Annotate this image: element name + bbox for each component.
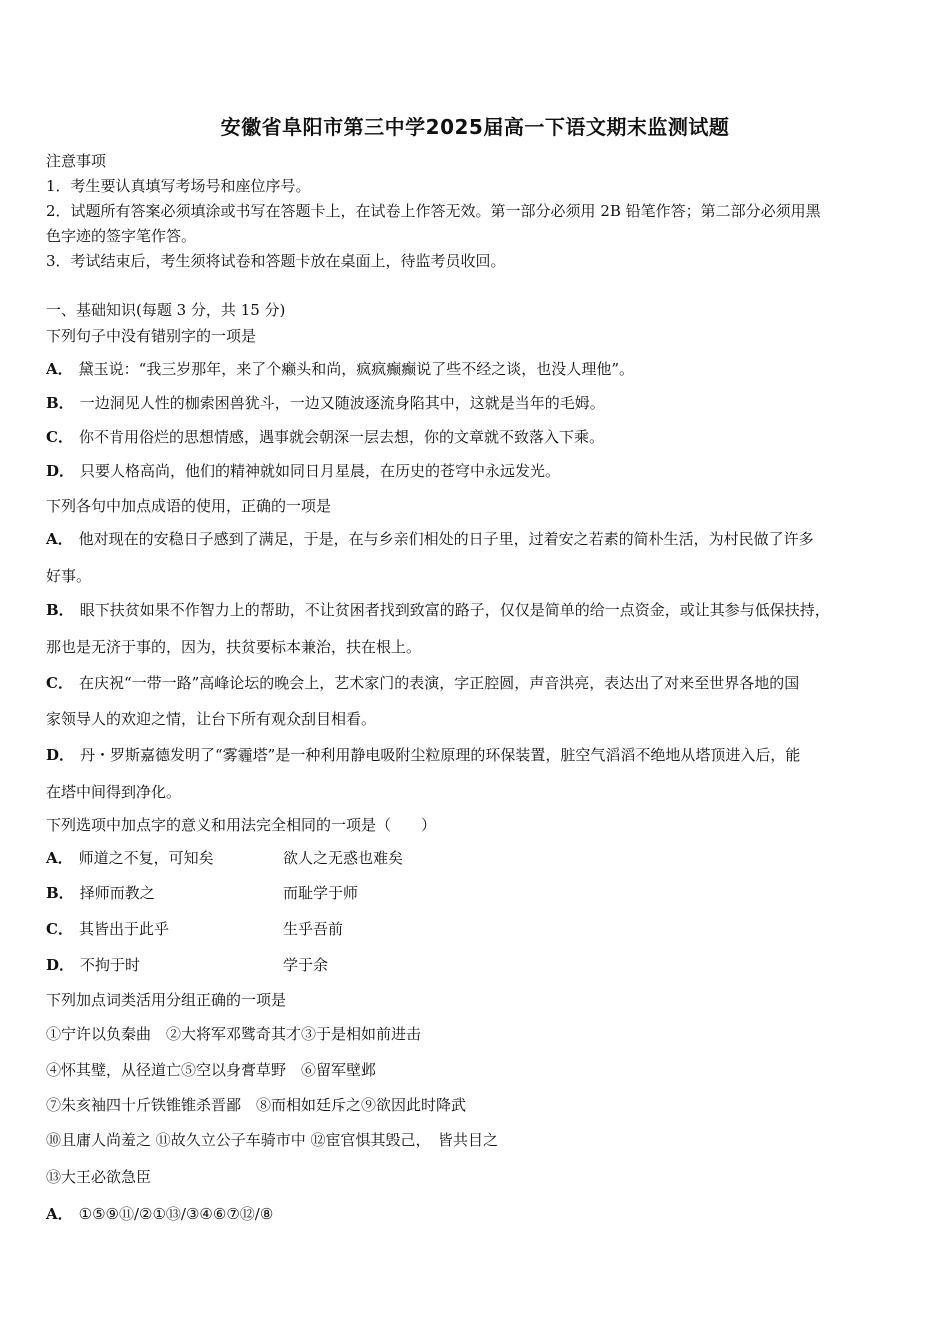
option-label: A． <box>46 849 73 867</box>
notice-item-2: 2．试题所有答案必须填涂或书写在答题卡上，在试卷上作答无效。第一部分必须用 2B 铅笔作答；第二部分必须用黑 <box>46 202 821 220</box>
q3-option-c <box>46 919 646 939</box>
q1-option-c <box>46 427 604 447</box>
option-label: C． <box>46 428 73 446</box>
option-text: 一边洞见人性的枷索困兽犹斗，一边又随波逐流身陷其中，这就是当年的毛姆。 <box>79 394 605 412</box>
option-label: D． <box>46 462 75 480</box>
option-label: A． <box>46 360 73 378</box>
q3-stem: 下列选项中加点字的意义和用法完全相同的一项是（ ） <box>46 816 437 834</box>
q2-stem: 下列各句中加点成语的使用，正确的一项是 <box>46 497 332 515</box>
option-text: 只要人格高尚，他们的精神就如同日月星晨，在历史的苍穹中永远发光。 <box>80 462 561 480</box>
q2-option-c-cont: 家领导人的欢迎之情，让台下所有观众刮目相看。 <box>46 710 377 728</box>
option-left: 不拘于时 <box>80 956 141 974</box>
q4-line-3: ⑦朱亥袖四十斤铁锥锥杀晋鄙 ⑧而相如廷斥之⑨欲因此时降武 <box>46 1096 467 1114</box>
q2-option-b <box>46 600 830 620</box>
option-left: 择师而教之 <box>79 884 155 902</box>
q2-option-a <box>46 529 814 549</box>
q1-option-b <box>46 393 605 413</box>
notice-item-3: 3．考试结束后，考生须将试卷和答题卡放在桌面上，待监考员收回。 <box>46 252 506 270</box>
q4-stem: 下列加点词类活用分组正确的一项是 <box>46 991 287 1009</box>
option-text: 黛玉说：“我三岁那年，来了个癞头和尚，疯疯癫癫说了些不经之谈，也没人理他”。 <box>78 360 634 378</box>
q2-option-c <box>46 673 799 693</box>
option-left: 其皆出于此乎 <box>78 920 169 938</box>
q1-stem: 下列句子中没有错别字的一项是 <box>46 327 257 345</box>
page-title: 安徽省阜阳市第三中学2025届高一下语文期末监测试题 <box>220 115 730 139</box>
option-label: D． <box>46 956 75 974</box>
q3-option-a <box>46 848 646 868</box>
option-label: B． <box>46 884 74 902</box>
q4-option-a <box>46 1204 273 1224</box>
option-label: D． <box>46 746 75 764</box>
option-label: C． <box>46 920 73 938</box>
q3-option-d <box>46 955 646 975</box>
q3-option-b <box>46 883 646 903</box>
option-text: ①⑤⑨⑪/②①⑬/③④⑥⑦⑫/⑧ <box>78 1205 274 1223</box>
option-label: B． <box>46 601 74 619</box>
option-label: A． <box>46 530 73 548</box>
option-text: 丹・罗斯嘉德发明了“雾霾塔”是一种利用静电吸附尘粒原理的环保装置，脏空气滔滔不绝地从塔顶进入后，能 <box>80 746 801 764</box>
q1-option-a <box>46 359 634 379</box>
q4-line-1: ①宁许以负秦曲 ②大将军邓骘奇其才③于是相如前进击 <box>46 1025 422 1043</box>
q4-line-4: ⑩且庸人尚羞之 ⑪故久立公子车骑市中 ⑫宦官惧其毁己， 皆共目之 <box>46 1131 499 1149</box>
notice-heading: 注意事项 <box>46 152 107 170</box>
option-right: 学于余 <box>283 956 329 974</box>
option-right: 而耻学于师 <box>283 884 359 902</box>
option-right: 生乎吾前 <box>283 920 344 938</box>
q4-line-5: ⑬大王必欲急臣 <box>46 1168 152 1186</box>
option-label: C． <box>46 674 73 692</box>
section-heading: 一、基础知识(每题 3 分，共 15 分) <box>46 301 286 319</box>
option-left: 师道之不复，可知矣 <box>78 849 214 867</box>
q2-option-b-cont: 那也是无济于事的，因为，扶贫要标本兼治，扶在根上。 <box>46 638 422 656</box>
option-text: 他对现在的安稳日子感到了满足，于是，在与乡亲们相处的日子里，过着安之若素的简朴生活，为村民做了许多 <box>78 530 814 548</box>
option-text: 你不肯用俗烂的思想情感，遇事就会朝深一层去想，你的文章就不致落入下乘。 <box>78 428 604 446</box>
option-text: 在庆祝“一带一路”高峰论坛的晚会上，艺术家门的表演，字正腔圆，声音洪亮，表达出了对来至世界各地的国 <box>78 674 800 692</box>
option-text: 眼下扶贫如果不作智力上的帮助，不让贫困者找到致富的路子，仅仅是简单的给一点资金，或让其参与低保扶持， <box>79 601 830 619</box>
notice-item-1: 1．考生要认真填写考场号和座位序号。 <box>46 177 311 195</box>
q2-option-d-cont: 在塔中间得到净化。 <box>46 783 182 801</box>
option-label: A． <box>46 1205 73 1223</box>
option-label: B． <box>46 394 74 412</box>
notice-item-2-cont: 色字迹的签字笔作答。 <box>46 227 197 245</box>
q4-line-2: ④怀其璧，从径道亡⑤空以身膏草野 ⑥留军壁邺 <box>46 1061 377 1079</box>
option-right: 欲人之无惑也难矣 <box>283 849 404 867</box>
q2-option-d <box>46 745 800 765</box>
q2-option-a-cont: 好事。 <box>46 567 92 585</box>
q1-option-d <box>46 461 560 481</box>
